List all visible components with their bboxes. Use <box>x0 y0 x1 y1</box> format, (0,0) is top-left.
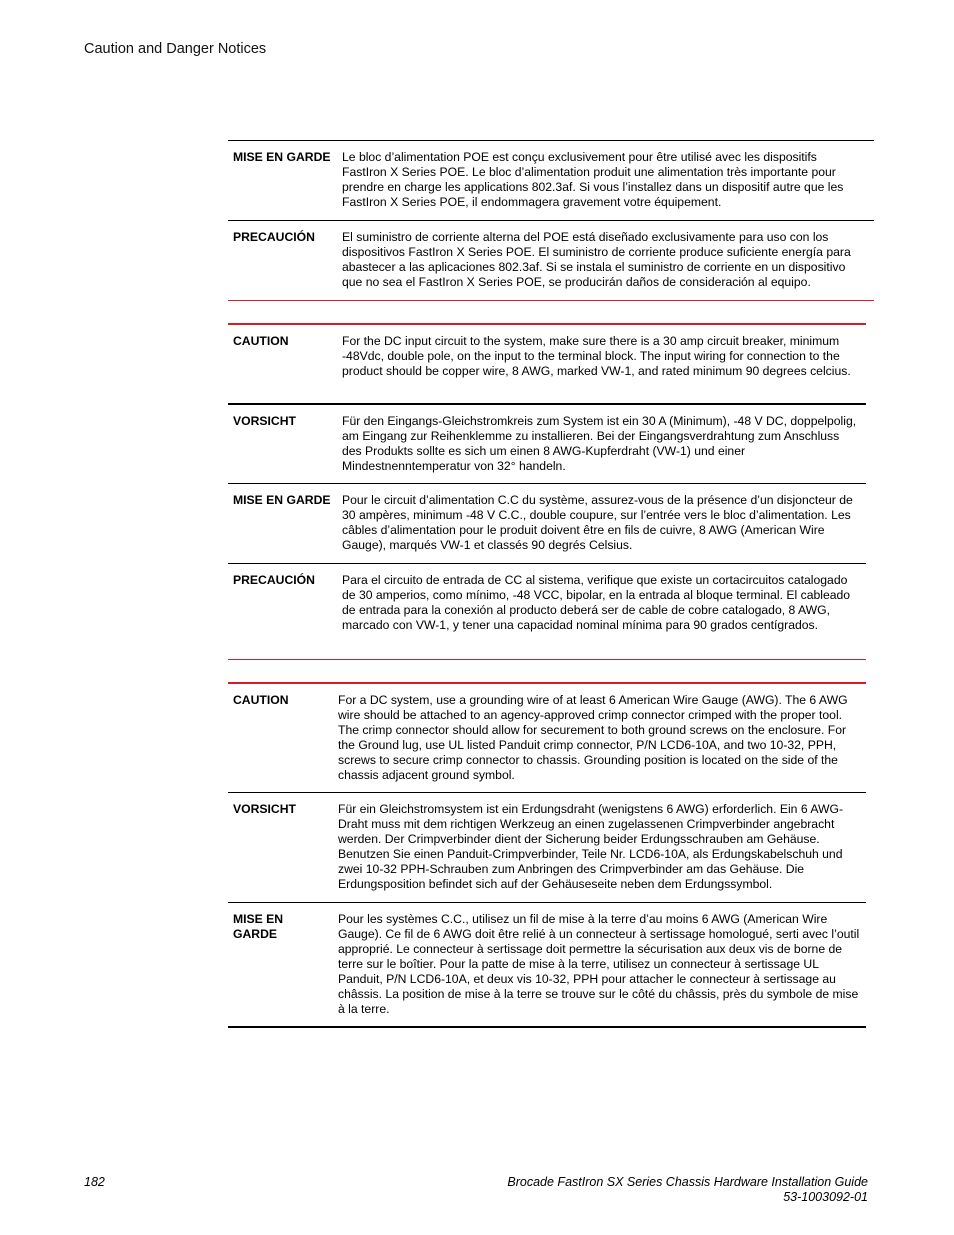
notice-label: MISE EN GARDE <box>233 150 331 164</box>
notice-label: CAUTION <box>233 693 289 707</box>
notice-row <box>228 140 874 220</box>
running-header: Caution and Danger Notices <box>84 41 267 57</box>
notice-row <box>228 403 866 483</box>
notice-text: El suministro de corriente alterna del POE está diseñado exclusivamente para uso con los dispositivos FastIron X Series POE. El suministro de corriente produce suficiente energía para abastecer a las aplicaciones 802.3af. Si se instala el suministro de corriente en un dispositivo que no sea el FastIron X Series POE, se producirán daños de consideración al equipo. <box>342 230 851 289</box>
notice-row <box>228 483 866 563</box>
page-number: 182 <box>84 1175 105 1189</box>
notice-label: MISE EN GARDE <box>233 912 284 941</box>
notice-text: Le bloc d’alimentation POE est conçu exclusivement pour être utilisé avec les dispositifs FastIron X Series POE. Le bloc d’alimentation produit une alimentation très importante pour prendre en charge les applications 802.3af. Si vous l’installez dans un dispositif autre que les FastIron X Series POE, il endommagera gravement votre équipement. <box>342 150 844 209</box>
notice-row <box>228 220 874 300</box>
notice-row <box>228 323 866 403</box>
footer-doc-info <box>507 1175 868 1205</box>
notice-section-poe <box>228 140 874 301</box>
notice-label: MISE EN GARDE <box>233 493 331 507</box>
notice-text: Für ein Gleichstromsystem ist ein Erdungsdraht (wenigstens 6 AWG) erforderlich. Ein 6 AWG-Draht muss mit dem richtigen Werkzeug an einen zugelassenen Crimpverbinder angebracht werden. Der Crimpverbinder dient der Sicherung beider Erdungsschrauben am Gehäuse. Benutzen Sie einen Panduit-Crimpverbinder, Teile Nr. LCD6-10A, als Erdungskabelschuh und zwei 10-32 PPH-Schrauben zum Anbringen des Crimpverbinder am das Gehäuse. Die Erdungsposition befindet sich auf der Gehäuseseite neben dem Erdungssymbol. <box>338 802 844 891</box>
notice-text: Pour les systèmes C.C., utilisez un fil de mise à la terre d’au moins 6 AWG (American Wire Gauge). Ce fil de 6 AWG doit être relié à un connecteur à sertissage homologué, serti avec l’outil approprié. Le connecteur à sertissage doit permettre la sécurisation aux deux vis de borne de terre sur le boîtier. Pour la patte de mise à la terre, utilisez un connecteur à sertissage UL Panduit, P/N LCD6-10A, et deux vis 10-32, PPH pour attacher le connecteur à sertissage au châssis. La position de mise à la terre se trouve sur le côté du châssis, près du symbole de mise à la terre. <box>338 912 860 1016</box>
section-end-rule <box>228 1026 866 1028</box>
doc-number: 53-1003092-01 <box>783 1190 868 1204</box>
notice-label: VORSICHT <box>233 802 296 816</box>
notice-label: PRECAUCIÓN <box>233 573 315 587</box>
section-end-rule <box>228 659 866 660</box>
section-end-rule <box>228 300 874 301</box>
notice-row <box>228 902 866 1026</box>
book-title: Brocade FastIron SX Series Chassis Hardware Installation Guide <box>507 1175 868 1189</box>
notice-row <box>228 682 866 792</box>
notice-row <box>228 563 866 659</box>
notice-section-dc-input <box>228 323 866 660</box>
notice-text: Pour le circuit d’alimentation C.C du système, assurez-vous de la présence d’un disjoncteur de 30 ampères, minimum -48 V C.C., double coupure, sur l’entrée vers le bloc d’alimentation. Les câbles d’alimentation pour le produit doivent être en fils de cuivre, 8 AWG (American Wire Gauge), marqués VW-1 et classés 90 degrés Celsius. <box>342 493 853 552</box>
notice-label: PRECAUCIÓN <box>233 230 315 244</box>
notice-text: Für den Eingangs-Gleichstromkreis zum System ist ein 30 A (Minimum), -48 V DC, doppelpolig, am Eingang zur Reihenklemme zu installieren. Bei der Eingangsverdrahtung zum Anschluss des Produkts sollte es sich um einen 8 AWG-Kupferdraht (VW-1) und einer Mindestnenntemperatur von 32° handeln. <box>342 414 857 473</box>
notice-text: For a DC system, use a grounding wire of at least 6 American Wire Gauge (AWG). The 6 AWG wire should be attached to an agency-approved crimp connector crimped with the proper tool. The crimp connector should allow for securement to both ground screws on the enclosure. For the Ground lug, use UL listed Panduit crimp connector, P/N LCD6-10A, and two 10-32, PPH, screws to secure crimp connector to chassis. Grounding position is located on the side of the chassis adjacent ground symbol. <box>338 693 848 782</box>
notice-row <box>228 792 866 902</box>
notice-label: VORSICHT <box>233 414 296 428</box>
notice-text: Para el circuito de entrada de CC al sistema, verifique que existe un cortacircuitos catalogado de 30 amperios, como mínimo, -48 VCC, bipolar, en la entrada al bloque terminal. El cableado de entrada para la conexión al producto deberá ser de cable de cobre catalogado, 8 AWG, marcado con VW-1, y tener una capacidad nominal mínima para 90 grados centígrados. <box>342 573 851 632</box>
notice-text: For the DC input circuit to the system, make sure there is a 30 amp circuit breaker, minimum -48Vdc, double pole, on the input to the terminal block. The input wiring for connection to the product should be copper wire, 8 AWG, marked VW-1, and rated minimum 90 degrees celcius. <box>342 334 851 378</box>
notice-label: CAUTION <box>233 334 289 348</box>
notice-section-grounding <box>228 682 866 1028</box>
